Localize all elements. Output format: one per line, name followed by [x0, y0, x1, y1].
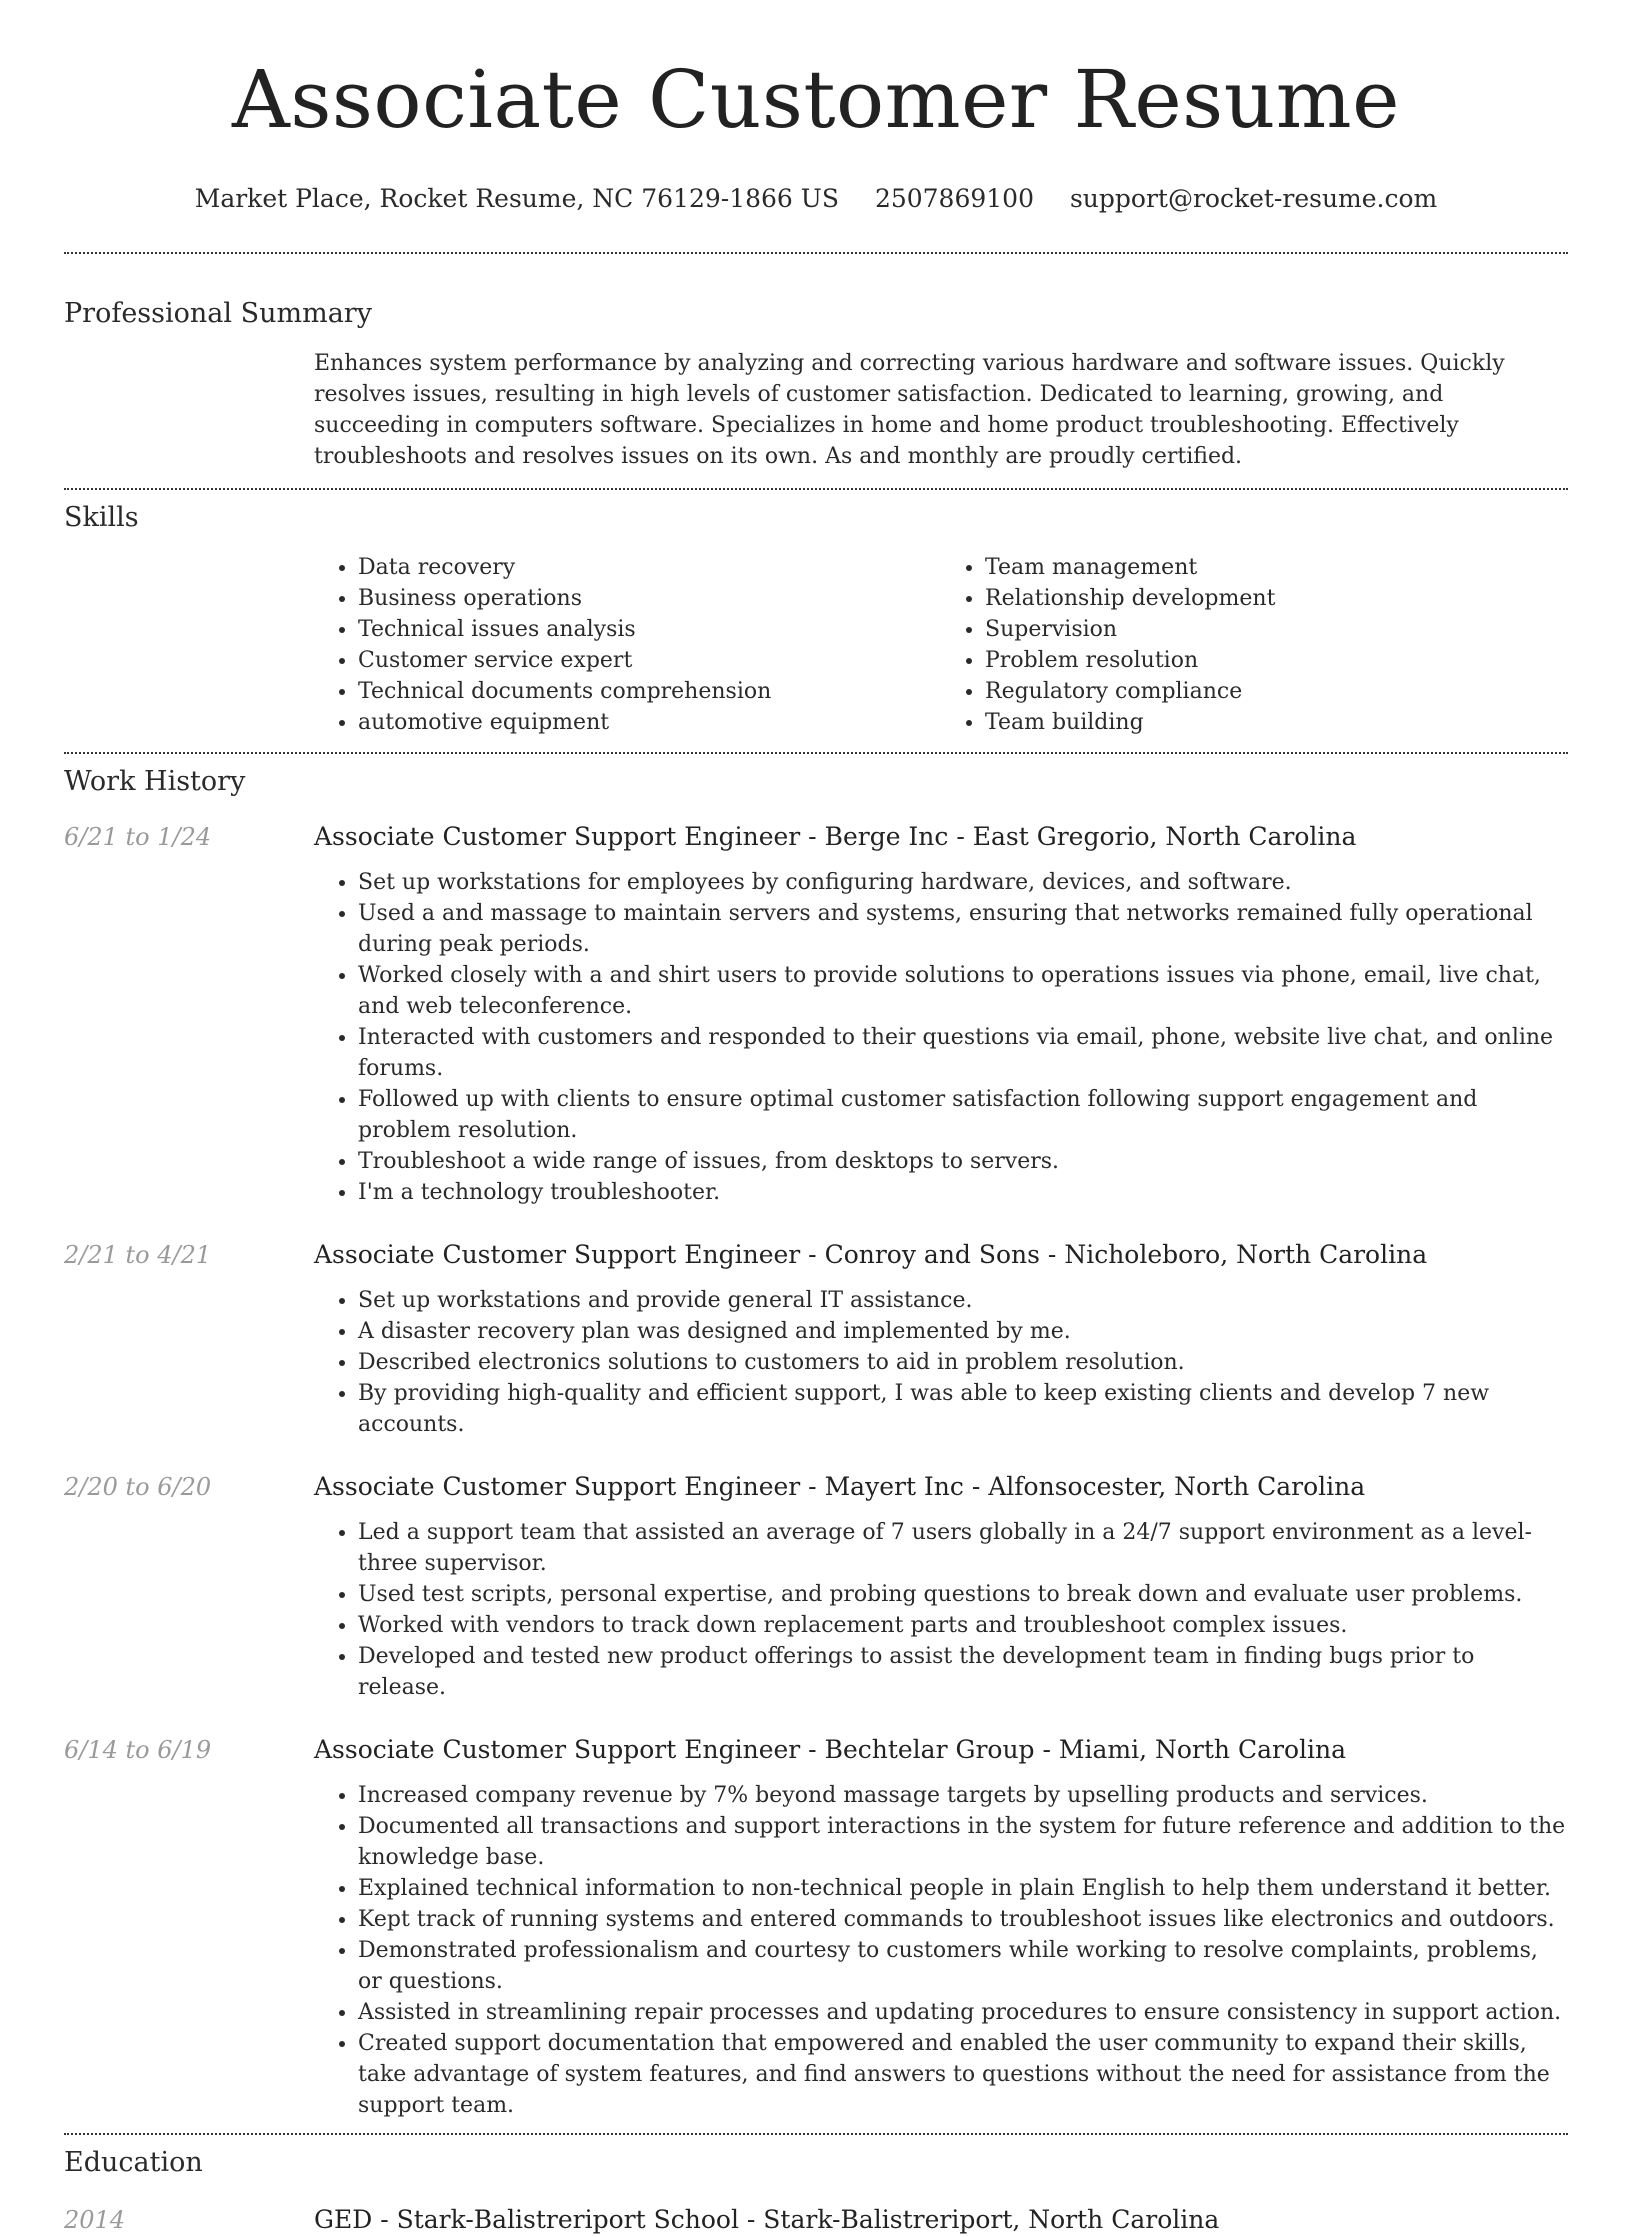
skills-heading: Skills: [64, 502, 139, 533]
resume-title: Associate Customer Resume: [232, 53, 1400, 146]
job-dates: 6/14 to 6/19: [64, 1736, 212, 1764]
job-bullet: • Explained technical information to non-technical people in plain English to help them understand it better.: [358, 1873, 1568, 1904]
skills-divider: [64, 752, 1568, 754]
skill-item: • Problem resolution: [985, 645, 1568, 676]
education-entry: [64, 2203, 1568, 2237]
summary-heading: Professional Summary: [64, 298, 372, 329]
job-entry: [64, 1733, 1568, 2121]
job-entry: [64, 1470, 1568, 1703]
job-title: Associate Customer Support Engineer - Mayert Inc - Alfonsocester, North Carolina: [314, 1472, 1366, 1501]
skill-item: • Customer service expert: [358, 645, 941, 676]
skills-section: [64, 500, 1568, 738]
contact-email: support@rocket-resume.com: [1069, 184, 1438, 213]
job-dates: 2/21 to 4/21: [64, 1241, 212, 1269]
skill-item: • Regulatory compliance: [985, 676, 1568, 707]
job-bullet: • Used a and massage to maintain servers and systems, ensuring that networks remained fully operational during peak periods.: [358, 898, 1568, 960]
summary-section: [64, 296, 1568, 472]
job-bullet: • Led a support team that assisted an average of 7 users globally in a 24/7 support environment as a level-three supervisor.: [358, 1517, 1568, 1579]
education-year: 2014: [64, 2206, 126, 2234]
job-bullets: [314, 1285, 1568, 1440]
job-entry: [64, 820, 1568, 1208]
skills-list-left: [314, 552, 941, 738]
job-title: Associate Customer Support Engineer - Berge Inc - East Gregorio, North Carolina: [314, 822, 1357, 851]
summary-text: Enhances system performance by analyzing and correcting various hardware and software issues. Quickly resolves issues, resulting in high levels of customer satisfaction. Dedicated to learning, growing, and succeeding in computers software. Specializes in home and home product troubleshooting. Effectively troubleshoots and resolves issues on its own. As and monthly are proudly certified.: [314, 351, 1505, 469]
work-divider: [64, 2133, 1568, 2135]
education-section: [64, 2145, 1568, 2237]
job-bullet: • I'm a technology troubleshooter.: [358, 1177, 1568, 1208]
job-dates: 6/21 to 1/24: [64, 823, 212, 851]
skill-item: • Relationship development: [985, 583, 1568, 614]
skill-item: • Technical documents comprehension: [358, 676, 941, 707]
skill-item: • automotive equipment: [358, 707, 941, 738]
job-bullets: [314, 867, 1568, 1208]
skill-item: • Team building: [985, 707, 1568, 738]
skills-list-right: [941, 552, 1568, 738]
skill-item: • Supervision: [985, 614, 1568, 645]
job-dates: 2/20 to 6/20: [64, 1473, 212, 1501]
job-bullet: • Kept track of running systems and entered commands to troubleshoot issues like electronics and outdoors.: [358, 1904, 1568, 1935]
education-heading: Education: [64, 2147, 203, 2178]
job-bullet: • Demonstrated professionalism and courtesy to customers while working to resolve complaints, problems, or questions.: [358, 1935, 1568, 1997]
job-title: Associate Customer Support Engineer - Bechtelar Group - Miami, North Carolina: [314, 1735, 1346, 1764]
job-title: Associate Customer Support Engineer - Conroy and Sons - Nicholeboro, North Carolina: [314, 1240, 1428, 1269]
job-bullet: • Assisted in streamlining repair processes and updating procedures to ensure consistency in support action.: [358, 1997, 1568, 2028]
job-bullet: • Followed up with clients to ensure optimal customer satisfaction following support engagement and problem resolution.: [358, 1084, 1568, 1146]
skill-item: • Data recovery: [358, 552, 941, 583]
job-bullet: • Described electronics solutions to customers to aid in problem resolution.: [358, 1347, 1568, 1378]
job-bullet: • Troubleshoot a wide range of issues, from desktops to servers.: [358, 1146, 1568, 1177]
job-entry: [64, 1238, 1568, 1440]
job-bullet: • Used test scripts, personal expertise, and probing questions to break down and evaluate user problems.: [358, 1579, 1568, 1610]
header-divider: [64, 252, 1568, 254]
job-bullet: • Documented all transactions and support interactions in the system for future reference and addition to the knowledge base.: [358, 1811, 1568, 1873]
skill-item: • Team management: [985, 552, 1568, 583]
job-bullet: • Increased company revenue by 7% beyond massage targets by upselling products and services.: [358, 1780, 1568, 1811]
education-title: GED - Stark-Balistreriport School - Stark-Balistreriport, North Carolina: [314, 2205, 1220, 2234]
summary-divider: [64, 488, 1568, 490]
job-bullet: • Worked with vendors to track down replacement parts and troubleshoot complex issues.: [358, 1610, 1568, 1641]
job-bullet: • Set up workstations for employees by configuring hardware, devices, and software.: [358, 867, 1568, 898]
contact-line: [64, 182, 1568, 216]
job-bullet: • Interacted with customers and responded to their questions via email, phone, website live chat, and online forums.: [358, 1022, 1568, 1084]
contact-phone: 2507869100: [874, 184, 1034, 213]
job-bullet: • Set up workstations and provide general IT assistance.: [358, 1285, 1568, 1316]
skill-item: • Technical issues analysis: [358, 614, 941, 645]
work-heading: Work History: [64, 766, 246, 797]
job-bullet: • A disaster recovery plan was designed and implemented by me.: [358, 1316, 1568, 1347]
job-bullet: • Developed and tested new product offerings to assist the development team in finding bugs prior to release.: [358, 1641, 1568, 1703]
job-bullet: • Worked closely with a and shirt users to provide solutions to operations issues via phone, email, live chat, and web teleconference.: [358, 960, 1568, 1022]
job-bullets: [314, 1517, 1568, 1703]
work-section: [64, 764, 1568, 2121]
job-bullets: [314, 1780, 1568, 2121]
skill-item: • Business operations: [358, 583, 941, 614]
contact-address: Market Place, Rocket Resume, NC 76129-1866 US: [194, 184, 839, 213]
job-bullet: • By providing high-quality and efficient support, I was able to keep existing clients and develop 7 new accounts.: [358, 1378, 1568, 1440]
job-bullet: • Created support documentation that empowered and enabled the user community to expand their skills, take advantage of system features, and find answers to questions without the need for assistance from the support team.: [358, 2028, 1568, 2121]
